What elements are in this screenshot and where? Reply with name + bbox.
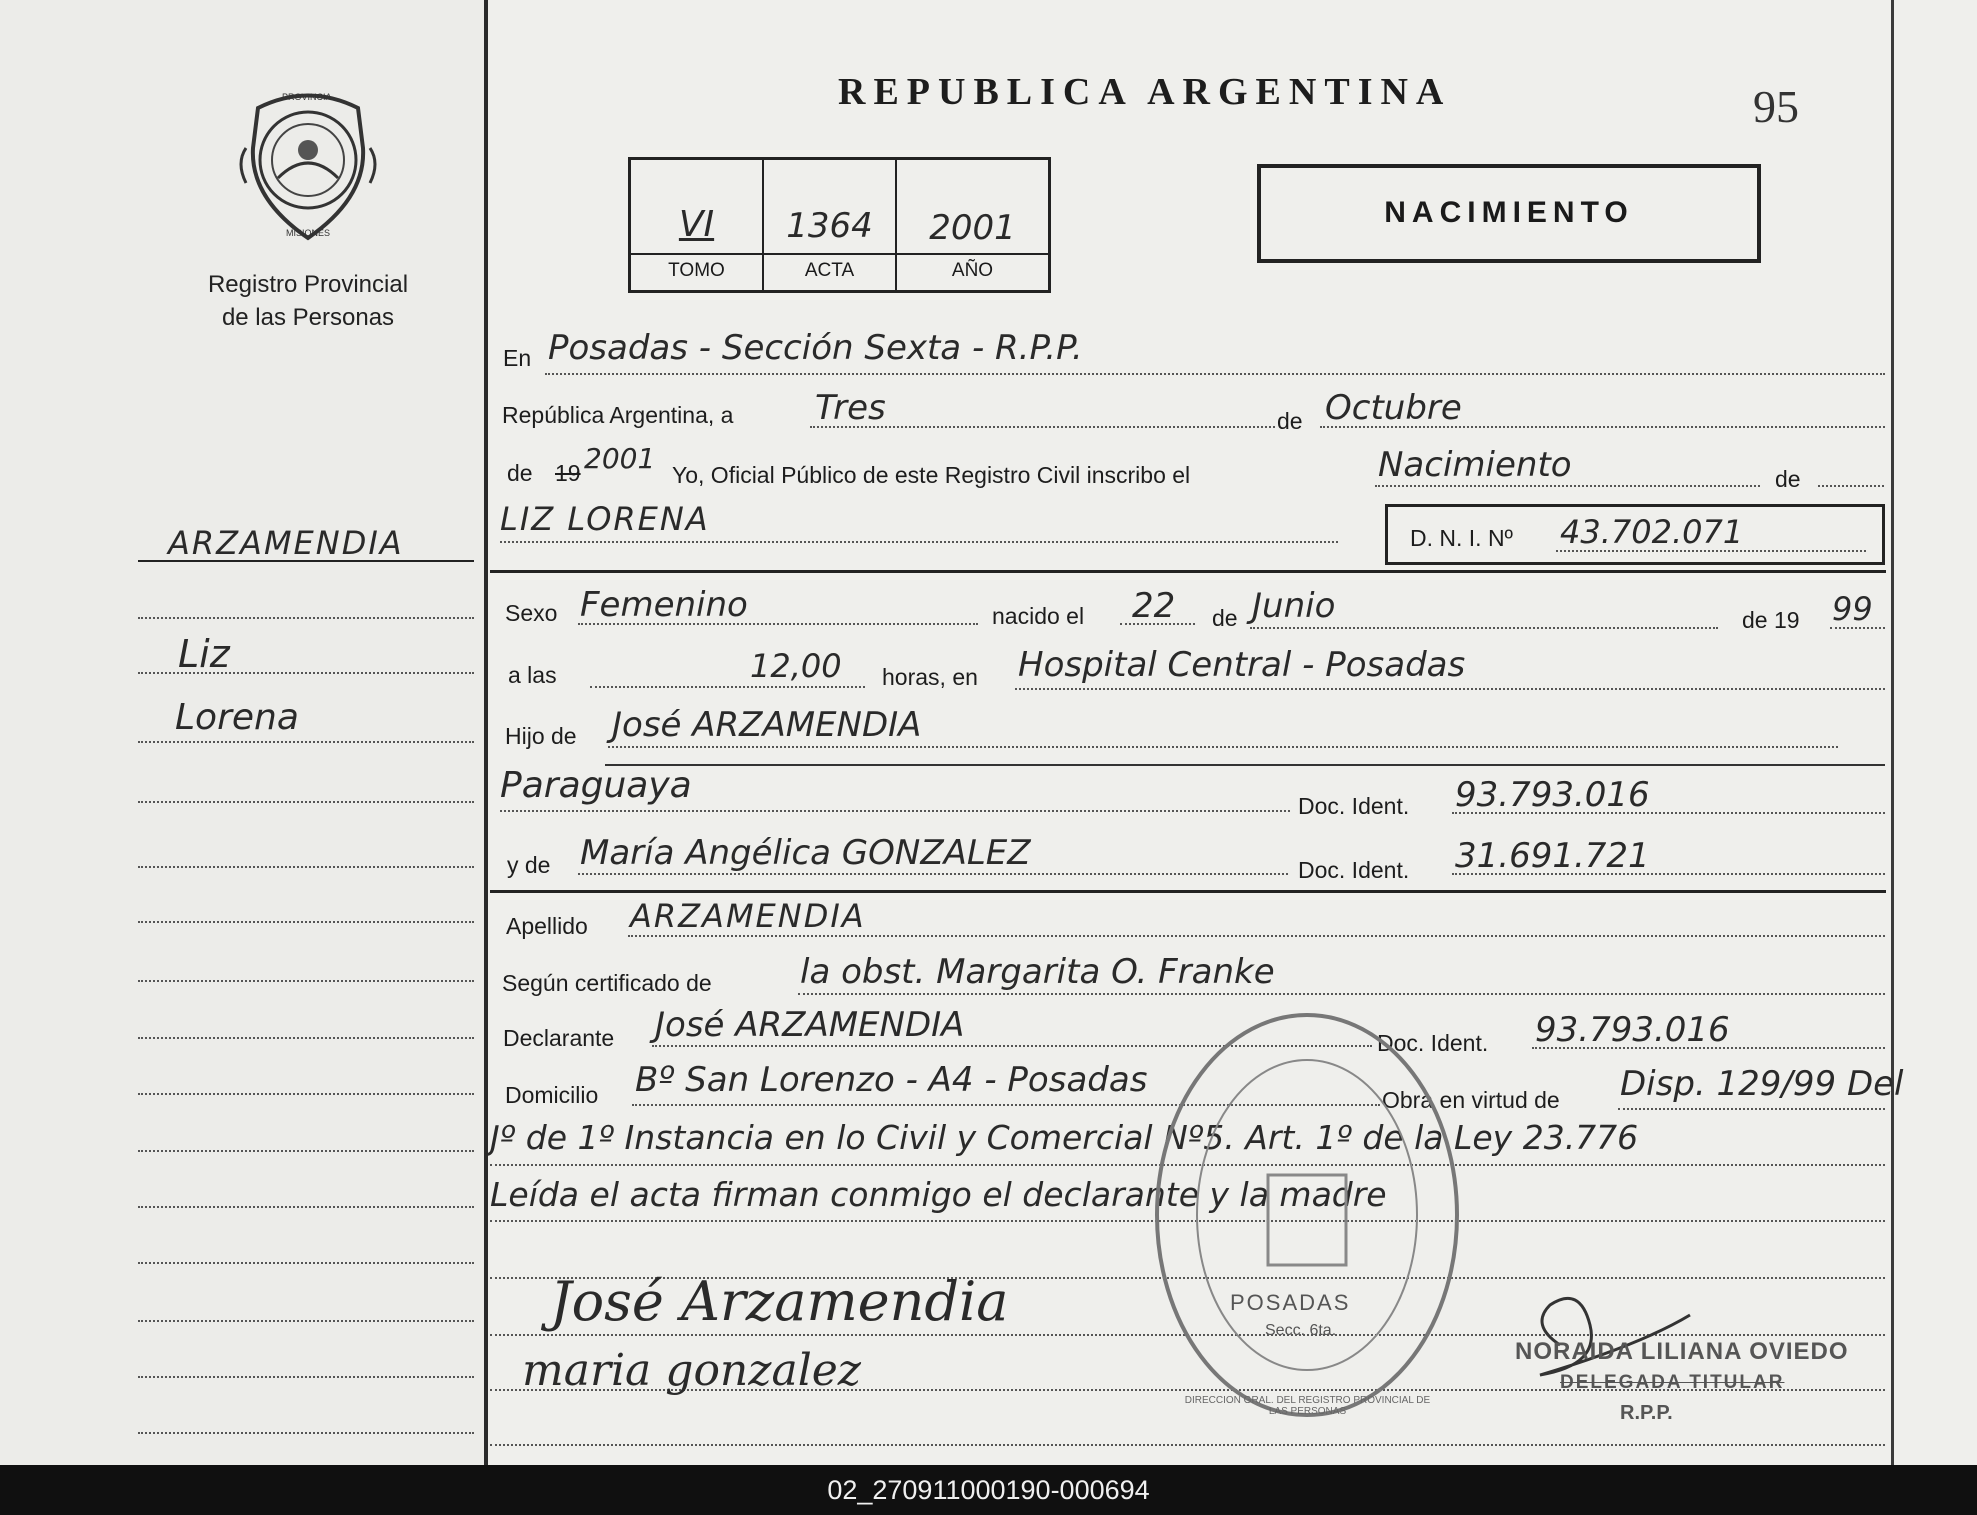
month-value: Octubre [1325,388,1462,428]
child-name-value: LIZ LORENA [500,500,710,538]
extra-line-2: Leída el acta firman conmigo el declarante y la madre [490,1175,1387,1214]
margin-given-name-2: Lorena [175,697,299,738]
declarante-label: Declarante [503,1025,615,1051]
tomo-label: TOMO [668,260,725,281]
seal-bottom-text: MISIONES [286,228,331,238]
mother-doc-line [1452,873,1885,875]
doc-ident-label-2: Doc. Ident. [1298,857,1410,883]
declarant-value: José ARZAMENDIA [655,1005,965,1045]
margin-line-15 [138,1432,474,1434]
dni-box [1385,504,1885,565]
a-las-label: a las [508,662,557,688]
signature-mother: maria gonzalez [522,1345,861,1396]
child-name-line [500,541,1338,543]
mother-doc-value: 31.691.721 [1455,836,1650,876]
acta-value: 1364 [786,206,873,246]
de3-label: de [1775,466,1801,492]
birth-year-line [1830,627,1885,629]
father-line [608,746,1838,748]
birth-place-line [1015,688,1885,690]
margin-line-9 [138,1093,474,1095]
margin-line-14 [138,1376,474,1378]
record-box [628,157,1051,293]
republica-label: República Argentina, a [502,402,734,428]
extra-line-1: Jº de 1º Instancia en lo Civil y Comercial Nº5. Art. 1º de la Ley 23.776 [490,1118,1639,1157]
birth-day-line [1120,623,1195,625]
margin-line-6 [138,921,474,923]
father-doc-value: 93.793.016 [1455,775,1650,815]
de4-label: de [1212,605,1238,631]
extra-dots-6 [490,1444,1885,1446]
doc-ident-label-3: Doc. Ident. [1377,1030,1489,1056]
place-value: Posadas - Sección Sexta - R.P.P. [548,328,1083,368]
margin-surname-line [138,560,474,562]
country-title: REPUBLICA ARGENTINA [838,71,1452,113]
father-nationality-value: Paraguaya [500,765,692,806]
doc-ident-label-1: Doc. Ident. [1298,793,1410,819]
sex-line [578,623,978,625]
birth-time-line [590,686,865,688]
margin-line-4 [138,801,474,803]
segun-label: Según certificado de [502,970,712,996]
declarant-doc-value: 93.793.016 [1535,1010,1730,1050]
father-doc-line [1452,812,1885,814]
act-type-label: NACIMIENTO [1384,196,1634,229]
registry-name [168,268,448,334]
address-value: Bº San Lorenzo - A4 - Posadas [635,1060,1148,1100]
page-spine [484,0,488,1465]
domicilio-label: Domicilio [505,1082,599,1108]
de2-label: de [507,460,533,486]
act-type-box [1257,164,1761,263]
stamp-section: Secc. 6ta. [1265,1322,1337,1339]
anio-value: 2001 [929,208,1016,248]
obra-value: Disp. 129/99 Del [1620,1064,1904,1104]
en-line [545,373,1885,375]
margin-line-7 [138,980,474,982]
official-title: DELEGADA TITULAR [1560,1372,1785,1393]
margin-surname: ARZAMENDIA [168,524,404,562]
margin-line-13 [138,1320,474,1322]
margin-line-5 [138,866,474,868]
hijo-label: Hijo de [505,723,577,749]
seal-top-text: PROVINCIA [282,92,332,102]
year-prefix: 19 [555,460,581,486]
official-name: NORAIDA LILIANA OVIEDO [1515,1338,1849,1365]
inscription-value: Nacimiento [1378,445,1572,485]
apellido-line [628,935,1885,937]
month-line [1320,426,1885,428]
registry-line1: Registro Provincial [207,271,409,298]
birth-place-value: Hospital Central - Posadas [1018,645,1466,685]
dni-label: D. N. I. Nº [1410,525,1513,551]
nacido-label: nacido el [992,603,1085,629]
de-label: de [1277,408,1303,434]
margin-line-10 [138,1150,474,1152]
father-value: José ARZAMENDIA [612,705,922,745]
y-de-label: y de [507,852,551,878]
tomo-value: VI [678,204,715,245]
province-seal-icon [238,88,378,243]
inscription-line [1375,485,1760,487]
year-value: 2001 [584,442,656,475]
acta-label: ACTA [804,260,855,281]
dni-line [1556,550,1866,552]
en-label: En [503,345,532,371]
margin-line-11 [138,1206,474,1208]
margin-given-name-1: Liz [178,632,230,676]
de-19-label: de 19 [1742,607,1800,633]
birth-month-value: Junio [1252,586,1336,626]
apellido-label: Apellido [506,913,588,939]
registry-stamp-icon [1150,1005,1465,1425]
margin-line-8 [138,1037,474,1039]
obra-label: Obra en virtud de [1382,1087,1560,1113]
declarant-doc-line [1532,1047,1885,1049]
apellido-value: ARZAMENDIA [630,897,866,935]
birth-time-value: 12,00 [750,647,842,685]
page-number: 95 [1753,81,1799,132]
birth-month-line [1250,627,1718,629]
section-divider-2 [490,890,1886,893]
de3-line [1818,485,1884,487]
birth-day-value: 22 [1132,586,1176,626]
day-value: Tres [815,388,886,428]
certificate-line [798,993,1885,995]
obra-line [1618,1108,1885,1110]
signature-declarant: José Arzamendia [550,1270,1009,1333]
birth-year-value: 99 [1832,590,1873,628]
horas-label: horas, en [882,664,978,690]
yo-text: Yo, Oficial Público de este Registro Civil inscribo el [672,462,1191,488]
image-id-footer: 02_270911000190-000694 [0,1465,1977,1515]
margin-line-12 [138,1262,474,1264]
sex-value: Femenino [580,585,748,625]
mother-line [578,873,1288,875]
official-office: R.P.P. [1620,1402,1673,1424]
page-right-edge [1891,0,1894,1465]
margin-line-3 [138,741,474,743]
margin-line-2 [138,672,474,674]
nationality-line [500,810,1290,812]
anio-label: AÑO [951,260,994,281]
stamp-city: POSADAS [1230,1290,1351,1315]
day-line [810,426,1275,428]
registry-line2: de las Personas [221,304,395,331]
section-divider-1 [490,570,1886,573]
stamp-ring-text: DIRECCION GRAL. DEL REGISTRO PROVINCIAL DE LAS PERSONAS [1184,1395,1431,1417]
certificate-value: la obst. Margarita O. Franke [800,952,1275,992]
margin-line-1 [138,617,474,619]
father-underline [605,764,1885,766]
sexo-label: Sexo [505,600,558,626]
dni-value: 43.702.071 [1560,513,1744,551]
mother-value: María Angélica GONZALEZ [580,833,1031,873]
